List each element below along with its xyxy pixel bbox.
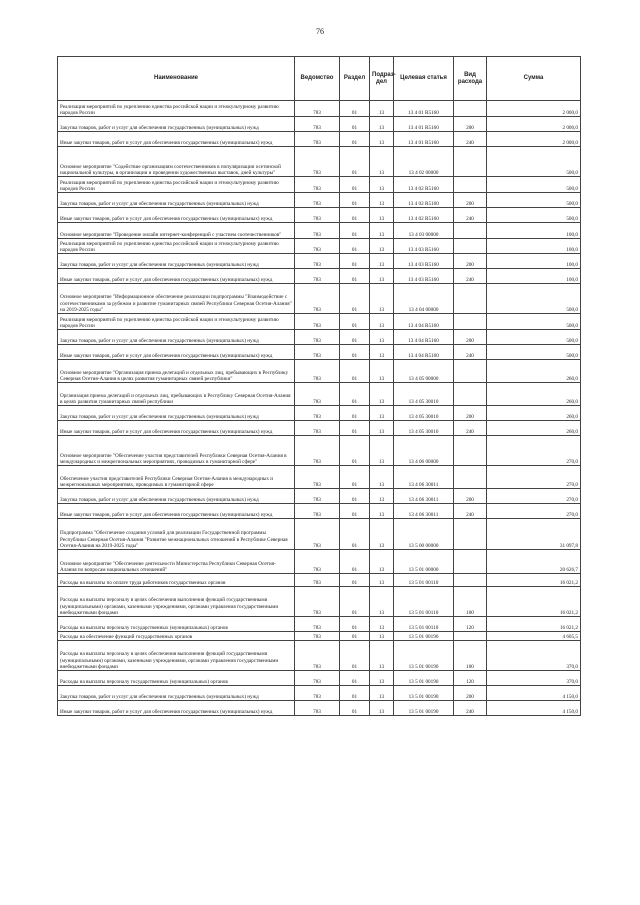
cell-name: Иные закупки товаров, работ и услуг для обеспечения государственных (муниципальных) нужд: [58, 504, 295, 519]
cell-name: Закупка товаров, работ и услуг для обеспечения государственных (муниципальных) нужд: [58, 489, 295, 504]
cell-section: 01: [340, 239, 370, 254]
cell-name: Реализация мероприятий по укреплению единства российской нации и этнокультурному развитию народов России: [58, 177, 295, 193]
cell-expense-type: [454, 147, 487, 177]
cell-section: 01: [340, 314, 370, 330]
cell-department: 783: [295, 239, 340, 254]
cell-department: 783: [295, 574, 340, 587]
cell-subsection: 13: [370, 436, 394, 466]
cell-section: 01: [340, 421, 370, 436]
cell-subsection: 13: [370, 641, 394, 671]
cell-department: 783: [295, 101, 340, 117]
cell-subsection: 13: [370, 587, 394, 617]
cell-section: 01: [340, 132, 370, 147]
cell-expense-type: [454, 177, 487, 193]
cell-name: Расходы на выплаты персоналу в целях обеспечения выполнения функций государственными (муниципальными) органами, казенными учреждениями, органами управления государственными внебюджетными фондами: [58, 587, 295, 617]
cell-target-article: 13 4 04 R5160: [394, 314, 454, 330]
cell-amount: 100,0: [487, 254, 581, 269]
cell-target-article: 13 5 01 00110: [394, 617, 454, 632]
cell-amount: 16 021,2: [487, 617, 581, 632]
cell-department: 783: [295, 632, 340, 641]
cell-department: 783: [295, 223, 340, 239]
cell-department: 783: [295, 406, 340, 421]
cell-section: 01: [340, 223, 370, 239]
cell-name: Иные закупки товаров, работ и услуг для обеспечения государственных (муниципальных) нужд: [58, 701, 295, 716]
cell-expense-type: [454, 466, 487, 489]
cell-section: 01: [340, 550, 370, 574]
cell-target-article: 13 4 01 R5160: [394, 117, 454, 132]
cell-name: Расходы на выплаты по оплате труда работников государственных органов: [58, 574, 295, 587]
cell-department: 783: [295, 550, 340, 574]
cell-name: Закупка товаров, работ и услуг для обеспечения государственных (муниципальных) нужд: [58, 330, 295, 345]
table-row: [58, 406, 581, 421]
table-row: [58, 519, 581, 550]
cell-amount: 100,0: [487, 223, 581, 239]
cell-target-article: 13 4 05 00000: [394, 360, 454, 383]
table-row: [58, 701, 581, 716]
cell-amount: 500,0: [487, 193, 581, 208]
cell-expense-type: 200: [454, 406, 487, 421]
cell-name: Основное мероприятие "Информационное обеспечение реализации подпрограммы "Взаимодействие с соотечественниками за рубежом и развитие гуманитарных связей Республики Северная Осетия-Алания" на 2019-2025 годы": [58, 284, 295, 314]
cell-expense-type: 100: [454, 641, 487, 671]
cell-target-article: 13 5 01 00000: [394, 550, 454, 574]
cell-department: 783: [295, 421, 340, 436]
table-header-row: [58, 57, 581, 101]
cell-target-article: 13 4 02 R5160: [394, 177, 454, 193]
cell-name: Расходы на выплаты персоналу в целях обеспечения выполнения функций государственными (муниципальными) органами, казенными учреждениями, органами управления государственными внебюджетными фондами: [58, 641, 295, 671]
cell-subsection: 13: [370, 519, 394, 550]
cell-amount: 20 626,7: [487, 550, 581, 574]
cell-department: 783: [295, 519, 340, 550]
cell-department: 783: [295, 360, 340, 383]
cell-expense-type: [454, 632, 487, 641]
header-target-article: Целевая статья: [394, 57, 454, 101]
cell-target-article: 13 4 03 R5160: [394, 254, 454, 269]
cell-subsection: 13: [370, 147, 394, 177]
cell-name: Реализация мероприятий по укреплению единства российской нации и этнокультурному развитию народов России: [58, 101, 295, 117]
cell-section: 01: [340, 617, 370, 632]
cell-expense-type: [454, 383, 487, 406]
cell-expense-type: 100: [454, 587, 487, 617]
cell-department: 783: [295, 177, 340, 193]
table-row: [58, 489, 581, 504]
cell-subsection: 13: [370, 632, 394, 641]
cell-subsection: 13: [370, 701, 394, 716]
cell-target-article: 13 5 01 00190: [394, 671, 454, 686]
cell-target-article: 13 4 03 00000: [394, 223, 454, 239]
cell-department: 783: [295, 208, 340, 223]
cell-name: Закупка товаров, работ и услуг для обеспечения государственных (муниципальных) нужд: [58, 254, 295, 269]
table-row: [58, 383, 581, 406]
cell-section: 01: [340, 632, 370, 641]
header-section: Раздел: [340, 57, 370, 101]
cell-section: 01: [340, 701, 370, 716]
cell-name: Реализация мероприятий по укреплению единства российской нации и этнокультурному развитию народов России: [58, 314, 295, 330]
cell-target-article: 13 4 02 R5160: [394, 193, 454, 208]
cell-department: 783: [295, 193, 340, 208]
cell-subsection: 13: [370, 574, 394, 587]
cell-expense-type: 240: [454, 504, 487, 519]
cell-amount: 260,0: [487, 421, 581, 436]
cell-section: 01: [340, 284, 370, 314]
cell-expense-type: [454, 101, 487, 117]
cell-expense-type: 120: [454, 617, 487, 632]
cell-subsection: 13: [370, 550, 394, 574]
cell-amount: 270,0: [487, 489, 581, 504]
cell-section: 01: [340, 504, 370, 519]
cell-subsection: 13: [370, 284, 394, 314]
cell-target-article: 13 5 01 00190: [394, 632, 454, 641]
cell-amount: 2 000,0: [487, 101, 581, 117]
cell-section: 01: [340, 436, 370, 466]
cell-department: 783: [295, 330, 340, 345]
cell-subsection: 13: [370, 345, 394, 360]
table-row: [58, 466, 581, 489]
cell-amount: 100,0: [487, 239, 581, 254]
cell-subsection: 13: [370, 239, 394, 254]
cell-amount: 4 150,0: [487, 686, 581, 701]
cell-name: Закупка товаров, работ и услуг для обеспечения государственных (муниципальных) нужд: [58, 406, 295, 421]
cell-subsection: 13: [370, 101, 394, 117]
cell-section: 01: [340, 117, 370, 132]
cell-department: 783: [295, 489, 340, 504]
cell-target-article: 13 4 05 30010: [394, 406, 454, 421]
cell-amount: 260,0: [487, 383, 581, 406]
cell-expense-type: [454, 550, 487, 574]
cell-amount: 270,0: [487, 504, 581, 519]
cell-expense-type: [454, 223, 487, 239]
cell-department: 783: [295, 254, 340, 269]
cell-expense-type: 200: [454, 254, 487, 269]
cell-section: 01: [340, 208, 370, 223]
cell-subsection: 13: [370, 254, 394, 269]
cell-department: 783: [295, 314, 340, 330]
cell-name: Организация приема делегаций и отдельных лиц, пребывающих в Республику Северная Осетия-Алания в целях развития гуманитарных связей республики: [58, 383, 295, 406]
cell-amount: 370,0: [487, 641, 581, 671]
table-row: [58, 193, 581, 208]
table-row: [58, 550, 581, 574]
cell-amount: 500,0: [487, 177, 581, 193]
cell-amount: 500,0: [487, 345, 581, 360]
cell-name: Расходы на выплаты персоналу государственных (муниципальных) органов: [58, 617, 295, 632]
cell-expense-type: 200: [454, 193, 487, 208]
cell-name: Иные закупки товаров, работ и услуг для обеспечения государственных (муниципальных) нужд: [58, 269, 295, 284]
cell-expense-type: 240: [454, 269, 487, 284]
cell-section: 01: [340, 101, 370, 117]
cell-expense-type: 200: [454, 686, 487, 701]
cell-department: 783: [295, 147, 340, 177]
cell-subsection: 13: [370, 504, 394, 519]
table-row: [58, 421, 581, 436]
cell-amount: 4 605,5: [487, 632, 581, 641]
table-row: [58, 574, 581, 587]
table-row: [58, 254, 581, 269]
cell-name: Закупка товаров, работ и услуг для обеспечения государственных (муниципальных) нужд: [58, 686, 295, 701]
cell-target-article: 13 4 01 R5160: [394, 132, 454, 147]
cell-amount: 100,0: [487, 269, 581, 284]
cell-target-article: 13 4 01 R5160: [394, 101, 454, 117]
cell-name: Закупка товаров, работ и услуг для обеспечения государственных (муниципальных) нужд: [58, 117, 295, 132]
cell-amount: 16 021,2: [487, 587, 581, 617]
cell-subsection: 13: [370, 117, 394, 132]
cell-target-article: 13 4 05 30010: [394, 383, 454, 406]
cell-target-article: 13 5 01 00190: [394, 641, 454, 671]
cell-expense-type: [454, 314, 487, 330]
cell-name: Основное мероприятие "Организация приема делегаций и отдельных лиц, пребывающих в Республику Северная Осетия-Алания в целях развития гуманитарных связей республики": [58, 360, 295, 383]
cell-subsection: 13: [370, 193, 394, 208]
cell-target-article: 13 4 04 R5160: [394, 345, 454, 360]
table-row: [58, 132, 581, 147]
cell-subsection: 13: [370, 177, 394, 193]
cell-expense-type: 240: [454, 208, 487, 223]
cell-amount: 270,0: [487, 466, 581, 489]
cell-amount: 31 097,8: [487, 519, 581, 550]
cell-department: 783: [295, 504, 340, 519]
table-row: [58, 671, 581, 686]
cell-section: 01: [340, 193, 370, 208]
cell-target-article: 13 4 06 30011: [394, 466, 454, 489]
cell-subsection: 13: [370, 314, 394, 330]
header-department: Ведомство: [295, 57, 340, 101]
cell-section: 01: [340, 641, 370, 671]
cell-section: 01: [340, 519, 370, 550]
cell-section: 01: [340, 587, 370, 617]
cell-name: Основное мероприятие "Обеспечение участия представителей Республики Северная Осетия-Алания в международных и межрегиональных мероприятиях, проводимых в гуманитарной сфере": [58, 436, 295, 466]
cell-subsection: 13: [370, 421, 394, 436]
cell-amount: 4 150,0: [487, 701, 581, 716]
cell-section: 01: [340, 466, 370, 489]
cell-subsection: 13: [370, 406, 394, 421]
cell-name: Расходы на обеспечение функций государственных органов: [58, 632, 295, 641]
cell-subsection: 13: [370, 466, 394, 489]
cell-name: Обеспечение участия представителей Республики Северная Осетия-Алания в международных и межрегиональных мероприятиях, проводимых в гуманитарной сфере: [58, 466, 295, 489]
cell-department: 783: [295, 686, 340, 701]
cell-department: 783: [295, 132, 340, 147]
cell-amount: 16 021,2: [487, 574, 581, 587]
cell-subsection: 13: [370, 671, 394, 686]
cell-target-article: 13 4 03 R5160: [394, 269, 454, 284]
cell-expense-type: [454, 436, 487, 466]
cell-target-article: 13 4 03 R5160: [394, 239, 454, 254]
cell-expense-type: [454, 360, 487, 383]
cell-section: 01: [340, 177, 370, 193]
cell-target-article: 13 4 06 30011: [394, 489, 454, 504]
table-row: [58, 504, 581, 519]
cell-department: 783: [295, 284, 340, 314]
cell-target-article: 13 4 04 R5160: [394, 330, 454, 345]
cell-expense-type: 240: [454, 421, 487, 436]
table-row: [58, 617, 581, 632]
cell-target-article: 13 5 01 00190: [394, 701, 454, 716]
cell-expense-type: 200: [454, 330, 487, 345]
cell-expense-type: [454, 284, 487, 314]
table-row: [58, 330, 581, 345]
cell-name: Основное мероприятие "Обеспечение деятельности Министерства Республики Северная Осетия-Алания по вопросам национальных отношений": [58, 550, 295, 574]
cell-department: 783: [295, 383, 340, 406]
table-row: [58, 101, 581, 117]
cell-department: 783: [295, 671, 340, 686]
cell-expense-type: 240: [454, 132, 487, 147]
cell-name: Иные закупки товаров, работ и услуг для обеспечения государственных (муниципальных) нужд: [58, 421, 295, 436]
cell-name: Основное мероприятие "Проведение онлайн интернет-конференций с участием соотечественников": [58, 223, 295, 239]
cell-name: Иные закупки товаров, работ и услуг для обеспечения государственных (муниципальных) нужд: [58, 345, 295, 360]
cell-department: 783: [295, 466, 340, 489]
cell-subsection: 13: [370, 360, 394, 383]
cell-section: 01: [340, 254, 370, 269]
cell-amount: 2 000,0: [487, 132, 581, 147]
cell-department: 783: [295, 617, 340, 632]
cell-section: 01: [340, 269, 370, 284]
cell-target-article: 13 4 04 00000: [394, 284, 454, 314]
header-subsection: Подраз-дел: [370, 57, 394, 101]
cell-subsection: 13: [370, 269, 394, 284]
table-row: [58, 284, 581, 314]
cell-name: Подпрограмма "Обеспечение создания условий для реализации Государственной программы Республики Северная Осетия-Алания "Развитие межнациональных отношений в Республике Северная Осетия-Алания на 2019-2025 годы": [58, 519, 295, 550]
table-row: [58, 632, 581, 641]
cell-section: 01: [340, 147, 370, 177]
cell-target-article: 13 4 06 00000: [394, 436, 454, 466]
cell-amount: 500,0: [487, 147, 581, 177]
header-name: Наименование: [58, 57, 295, 101]
cell-amount: 270,0: [487, 436, 581, 466]
cell-amount: 500,0: [487, 284, 581, 314]
cell-name: Реализация мероприятий по укреплению единства российской нации и этнокультурному развитию народов России: [58, 239, 295, 254]
table-row: [58, 177, 581, 193]
table-row: [58, 117, 581, 132]
cell-name: Закупка товаров, работ и услуг для обеспечения государственных (муниципальных) нужд: [58, 193, 295, 208]
cell-expense-type: 120: [454, 671, 487, 686]
table-row: [58, 223, 581, 239]
cell-expense-type: 200: [454, 489, 487, 504]
cell-section: 01: [340, 489, 370, 504]
cell-expense-type: [454, 574, 487, 587]
cell-target-article: 13 4 02 R5160: [394, 208, 454, 223]
cell-department: 783: [295, 587, 340, 617]
budget-table: [57, 56, 581, 716]
table-row: [58, 686, 581, 701]
cell-section: 01: [340, 574, 370, 587]
cell-department: 783: [295, 641, 340, 671]
table-row: [58, 269, 581, 284]
cell-subsection: 13: [370, 383, 394, 406]
cell-section: 01: [340, 360, 370, 383]
cell-name: Иные закупки товаров, работ и услуг для обеспечения государственных (муниципальных) нужд: [58, 132, 295, 147]
cell-expense-type: 200: [454, 117, 487, 132]
cell-section: 01: [340, 383, 370, 406]
cell-expense-type: 240: [454, 701, 487, 716]
cell-expense-type: [454, 239, 487, 254]
cell-department: 783: [295, 436, 340, 466]
cell-section: 01: [340, 406, 370, 421]
cell-amount: 260,0: [487, 406, 581, 421]
cell-name: Иные закупки товаров, работ и услуг для обеспечения государственных (муниципальных) нужд: [58, 208, 295, 223]
cell-target-article: 13 5 01 00110: [394, 574, 454, 587]
cell-amount: 500,0: [487, 208, 581, 223]
cell-name: Расходы на выплаты персоналу государственных (муниципальных) органов: [58, 671, 295, 686]
table-row: [58, 641, 581, 671]
cell-target-article: 13 5 01 00190: [394, 686, 454, 701]
page-number: 76: [316, 27, 324, 36]
cell-expense-type: [454, 519, 487, 550]
cell-name: Основное мероприятие "Содействие организациям соотечественников в популяризации осетинской национальной культуры, в организации и проведении художественных выставок, дней культуры": [58, 147, 295, 177]
table-row: [58, 587, 581, 617]
cell-section: 01: [340, 330, 370, 345]
cell-target-article: 13 5 01 00110: [394, 587, 454, 617]
cell-amount: 500,0: [487, 314, 581, 330]
cell-target-article: 13 4 05 30010: [394, 421, 454, 436]
cell-target-article: 13 4 02 00000: [394, 147, 454, 177]
table-row: [58, 360, 581, 383]
table-row: [58, 147, 581, 177]
cell-amount: 2 000,0: [487, 117, 581, 132]
cell-target-article: 13 4 06 30011: [394, 504, 454, 519]
cell-amount: 260,0: [487, 360, 581, 383]
cell-department: 783: [295, 117, 340, 132]
cell-subsection: 13: [370, 223, 394, 239]
table-row: [58, 239, 581, 254]
cell-subsection: 13: [370, 330, 394, 345]
cell-target-article: 13 5 00 00000: [394, 519, 454, 550]
cell-subsection: 13: [370, 208, 394, 223]
cell-subsection: 13: [370, 132, 394, 147]
cell-department: 783: [295, 701, 340, 716]
table-row: [58, 345, 581, 360]
header-amount: Сумма: [487, 57, 581, 101]
cell-section: 01: [340, 345, 370, 360]
cell-expense-type: 240: [454, 345, 487, 360]
cell-section: 01: [340, 671, 370, 686]
cell-amount: 370,0: [487, 671, 581, 686]
table-row: [58, 436, 581, 466]
header-expense-type: Вид расхода: [454, 57, 487, 101]
cell-section: 01: [340, 686, 370, 701]
table-row: [58, 208, 581, 223]
cell-subsection: 13: [370, 686, 394, 701]
cell-subsection: 13: [370, 489, 394, 504]
cell-department: 783: [295, 269, 340, 284]
cell-department: 783: [295, 345, 340, 360]
cell-subsection: 13: [370, 617, 394, 632]
table-row: [58, 314, 581, 330]
cell-amount: 500,0: [487, 330, 581, 345]
